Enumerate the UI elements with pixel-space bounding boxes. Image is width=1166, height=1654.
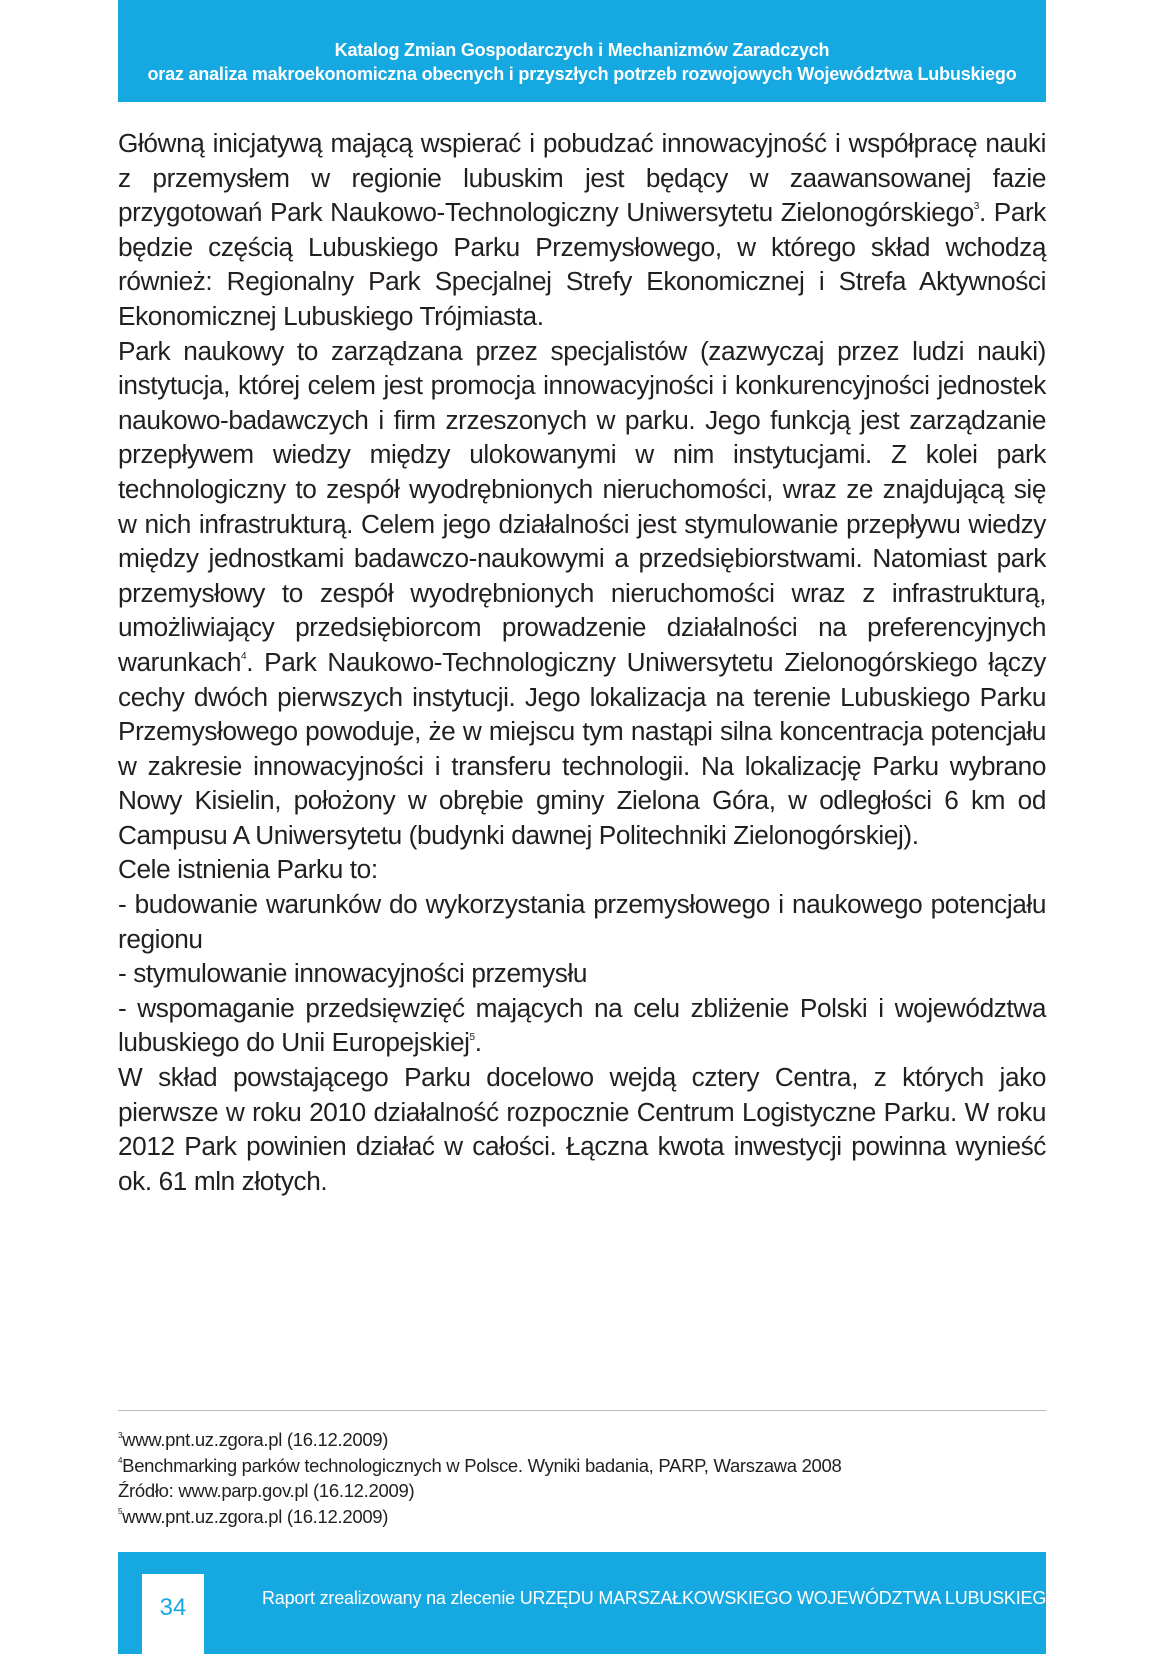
footnote-marker: 3 bbox=[118, 1430, 123, 1440]
paragraph-3: Cele istnienia Parku to: bbox=[118, 854, 378, 885]
paragraph-1 bbox=[118, 126, 1046, 334]
footnote-item bbox=[118, 1427, 1046, 1453]
footnotes bbox=[118, 1427, 1046, 1529]
page-header bbox=[118, 0, 1046, 102]
footnote-item bbox=[118, 1453, 1046, 1479]
header-title-line-1: Katalog Zmian Gospodarczych i Mechanizmów Zaradczych bbox=[334, 40, 830, 60]
footnote-item bbox=[118, 1478, 1046, 1504]
footnote-ref-3[interactable]: 3 bbox=[973, 201, 979, 213]
paragraph-2 bbox=[118, 334, 1046, 853]
footnote-text[interactable]: www.pnt.uz.zgora.pl (16.12.2009) bbox=[122, 1505, 389, 1527]
footnote-marker: 4 bbox=[118, 1456, 123, 1466]
footnote-divider bbox=[118, 1410, 1046, 1411]
paragraph-1-text-b: . Park będzie częścią Lubuskiego Parku Przemysłowego, w którego skład wchodzą również: Regionalny Park Specjalnej Strefy Ekonomicznej i Strefa Aktywności Ekonomicznej Lubuskiego Trójmiasta. bbox=[118, 197, 1047, 331]
paragraph-2-text-a: Park naukowy to zarządzana przez specjalistów (zazwyczaj przez ludzi nauki) instytucja, której celem jest promocja innowacyjności i konkurencyjności jednostek naukowo-badawczych i firm zrzeszonych w parku. Jego funkcją jest zarządzanie przepływem wiedzy między ulokowanymi w nim instytucjami. Z kolei park technologiczny to zespół wyodrębnionych nieruchomości, wraz ze znajdującą się w nich infrastrukturą. Celem jego działalności jest stymulowanie przepływu wiedzy między jednostkami badawczo-naukowymi a przedsiębiorstwami. Natomiast park przemysłowy to zespół wyodrębnionych nieruchomości wraz z infrastrukturą, umożliwiający przedsiębiorcom prowadzenie działalności na preferencyjnych warunkach bbox=[118, 335, 1046, 677]
paragraph-1-text-a: Główną inicjatywą mającą wspierać i pobudzać innowacyjność i współpracę nauki z przemysłem w regionie lubuskim jest będący w zaawansowanej fazie przygotowań Park Naukowo-Technologiczny Uniwersytetu Zielonogórskiego bbox=[118, 128, 1046, 228]
main-text bbox=[118, 126, 1046, 1198]
footnote-text: Benchmarking parków technologicznych w Polsce. Wyniki badania, PARP, Warszawa 2008 bbox=[122, 1454, 842, 1476]
paragraph-2-text-b: . Park Naukowo-Technologiczny Uniwersytetu Zielonogórskiego łączy cechy dwóch pierwszych instytucji. Jego lokalizacja na terenie Lubuskiego Parku Przemysłowego powoduje, że w miejscu tym nastąpi silna koncentracja potencjału w zakresie innowacyjności i transferu technologii. Na lokalizację Parku wybrano Nowy Kisielin, położony w obrębie gminy Zielona Góra, w odległości 6 km od Campusu A Uniwersytetu (budynki dawnej Politechniki Zielonogórskiej). bbox=[118, 646, 1046, 850]
footnote-text[interactable]: Źródło: www.parp.gov.pl (16.12.2009) bbox=[118, 1480, 415, 1501]
page-number: 34 bbox=[142, 1574, 204, 1654]
footnote-marker: 5 bbox=[118, 1507, 123, 1517]
header-title-line-2: oraz analiza makroekonomiczna obecnych i przyszłych potrzeb rozwojowych Województwa Lubuskiego bbox=[147, 64, 1017, 84]
list-item-3-text-a: - wspomaganie przedsięwzięć mających na celu zbliżenie Polski i województwa lubuskiego do Unii Europejskiej bbox=[118, 992, 1046, 1058]
footnote-ref-5[interactable]: 5 bbox=[469, 1031, 475, 1043]
footnote-ref-4[interactable]: 4 bbox=[241, 651, 247, 663]
footer-text: Raport zrealizowany na zlecenie URZĘDU MARSZAŁKOWSKIEGO WOJEWÓDZTWA LUBUSKIEGO bbox=[262, 1588, 1060, 1608]
list-item-3 bbox=[118, 991, 1046, 1060]
footnote-text[interactable]: www.pnt.uz.zgora.pl (16.12.2009) bbox=[122, 1429, 389, 1450]
list-item-3-text-b: . bbox=[474, 1027, 482, 1058]
footnote-item bbox=[118, 1504, 1046, 1530]
paragraph-4: W skład powstającego Parku docelowo wejdą cztery Centra, z których jako pierwsze w roku 2010 działalność rozpocznie Centrum Logistyczne Parku. W roku 2012 Park powinien działać w całości. Łączna kwota inwestycji powinna wynieść ok. 61 mln złotych. bbox=[118, 1062, 1046, 1196]
page-footer bbox=[118, 1552, 1060, 1654]
list-item-1: - budowanie warunków do wykorzystania przemysłowego i naukowego potencjału regionu bbox=[118, 889, 1046, 954]
list-item-2: - stymulowanie innowacyjności przemysłu bbox=[118, 958, 588, 989]
